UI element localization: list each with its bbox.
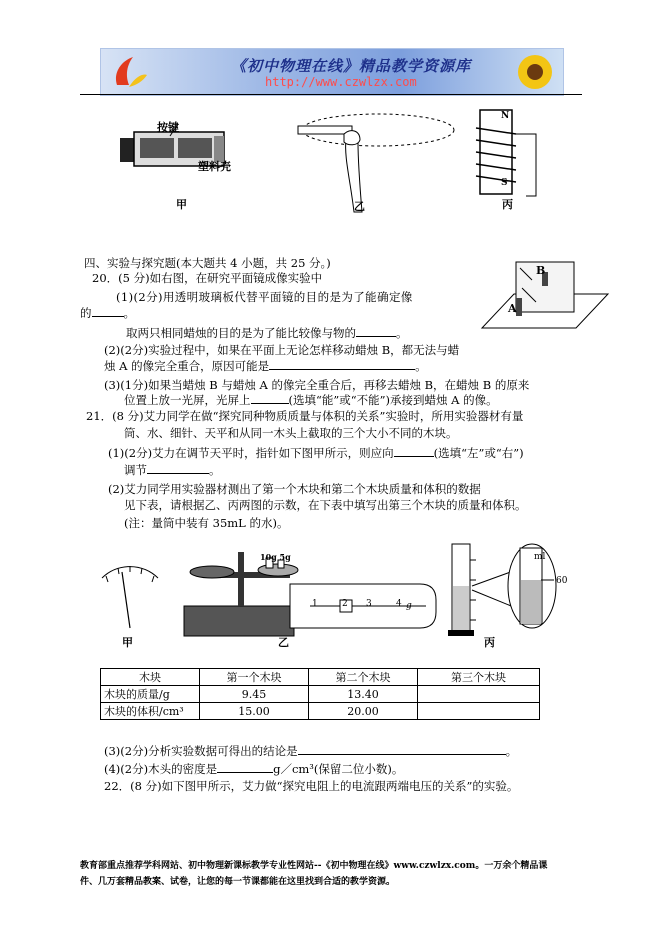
q21-p2-b: 见下表，请根据乙、丙两图的示数，在下表中填写出第三个木块的质量和体积。 [124,498,527,512]
logo-icon [109,53,149,91]
wood-data-table [100,668,540,720]
figure-graduated-cylinder [446,540,566,640]
q21-intro-a: 21．(8 分)艾力同学在做“探究同种物质质量与体积的关系”实验时，所用实验器材有量 [86,409,524,423]
caption-bing-q21: 丙 [484,636,495,649]
scale-unit: g [406,601,412,611]
q21-p2-c: (注：量筒中装有 35mL 的水)。 [124,516,289,530]
figure-balance [180,550,440,642]
cylinder-unit: ml [534,552,546,562]
q20-p2-b: 烛 A 的像完全重合，原因可能是 [104,359,270,373]
q21-p1-b: 调节 [124,463,147,477]
q20-p1-c-line: 取两只相同蜡烛的目的是为了能比较像与物的 。 [126,326,408,340]
q21-p1-a: (1)(2分)艾力在调节天平时，指针如下图甲所示，则应向 [108,446,394,460]
q21-p4-line: (4)(2分)木头的密度是 g／cm³(保留二位小数)。 [104,762,404,776]
caption-yi-q21: 乙 [278,636,289,649]
table-cell: 20.00 [309,703,418,720]
table-cell: 木块的体积/cm³ [101,703,200,720]
caption-yi-top: 乙 [354,200,365,213]
q21-blank-2[interactable] [147,462,209,474]
table-header: 第一个木块 [200,669,309,686]
table-header: 木块 [101,669,200,686]
scale-tick-4: 4 [396,599,402,609]
table-row [101,703,540,720]
caption-bing-top: 丙 [502,198,513,211]
table-header: 第三个木块 [418,669,540,686]
table-cell-answer[interactable] [418,686,540,703]
q21-intro-b: 筒、水、细针、天平和从同一木头上截取的三个大小不同的木块。 [124,426,458,440]
cylinder-reading: 60 [556,576,568,586]
q20-p1-b-line: 的 。 [80,306,135,320]
balance-weights-label: 10g 5g [260,552,291,562]
q20-p1-c: 取两只相同蜡烛的目的是为了能比较像与物的 [126,326,356,340]
q20-p3-b-line: 位置上放一光屏，光屏上 (选填“能”或“不能”)承接到蜡烛 A 的像。 [124,393,498,407]
section-heading: 四、实验与探究题(本大题共 4 小题，共 25 分。) [84,256,331,270]
q20-p1-a: (1)(2分)用透明玻璃板代替平面镜的目的是为了能确定像 [116,290,413,304]
q21-p3-line: (3)(2分)分析实验数据可得出的结论是 。 [104,744,518,758]
figure-magnet-swing [288,108,458,218]
q21-p1-b-line: 调节 。 [124,463,221,477]
footer-line-1: 教育部重点推荐学科网站、初中物理新课标教学专业性网站--《初中物理在线》www.czwlzx.com。一万余个精品课 [80,861,548,871]
table-row [101,686,540,703]
label-plastic-shell: 塑料壳 [198,160,231,173]
q21-p2-a: (2)艾力同学用实验器材测出了第一个木块和第二个木块质量和体积的数据 [108,482,481,496]
magnet-label-s: S [501,178,508,188]
q20-p3-b: 位置上放一光屏，光屏上 [124,393,251,407]
table-cell-answer[interactable] [418,703,540,720]
q20-p3-a: (3)(1分)如果当蜡烛 B 与蜡烛 A 的像完全重合后，再移去蜡烛 B，在蜡烛 B 的原来 [104,378,530,392]
q20-blank-2[interactable] [356,325,396,337]
caption-jia-q21: 甲 [122,636,133,649]
magnet-label-n: N [501,111,510,121]
scale-tick-3: 3 [366,599,372,609]
q20-p2-b-line: 烛 A 的像完全重合，原因可能是 。 [104,359,427,373]
q20-blank-1[interactable] [92,305,124,317]
table-cell: 13.40 [309,686,418,703]
header-rule [80,94,582,95]
site-banner [100,48,564,96]
q21-blank-3[interactable] [298,743,506,755]
caption-jia-top: 甲 [176,198,187,211]
q22-intro: 22．(8 分)如下图甲所示，艾力做“探究电阻上的电流跟两端电压的关系”的实验。 [104,779,519,793]
footer-line-2: 件、几万套精品教案、试卷，让您的每一节课都能在这里找到合适的教学资源。 [80,877,396,887]
table-header: 第二个木块 [309,669,418,686]
q20-blank-3[interactable] [269,358,415,370]
table-cell: 15.00 [200,703,309,720]
q21-p4-a: (4)(2分)木头的密度是 [104,762,218,776]
table-header-row [101,669,540,686]
q21-p3: (3)(2分)分析实验数据可得出的结论是 [104,744,298,758]
q20-p1-b: 的 [80,306,92,320]
label-button: 按键 [157,121,179,134]
q20-intro: 20．(5 分)如右图，在研究平面镜成像实验中 [92,271,323,285]
table-cell: 木块的质量/g [101,686,200,703]
q21-blank-4[interactable] [217,761,273,773]
q21-p1-a-line: (1)(2分)艾力在调节天平时，指针如下图甲所示，则应向 (选填“左”或“右”) [108,446,524,460]
q21-blank-1[interactable] [394,445,434,457]
banner-title: 《初中物理在线》精品教学资源库 [231,57,472,75]
q20-p2-a: (2)(2分)实验过程中，如果在平面上无论怎样移动蜡烛 B，都无法与蜡 [104,343,460,357]
banner-url[interactable]: http://www.czwlzx.com [265,75,417,89]
mirror-label-b: B [536,264,546,277]
table-cell: 9.45 [200,686,309,703]
sunflower-icon [511,51,559,93]
scale-tick-2: 2 [342,599,348,609]
q20-blank-4[interactable] [251,392,289,404]
mirror-label-a: A [508,302,517,315]
figure-balance-pointer [96,554,164,632]
scale-tick-1: 1 [312,599,318,609]
